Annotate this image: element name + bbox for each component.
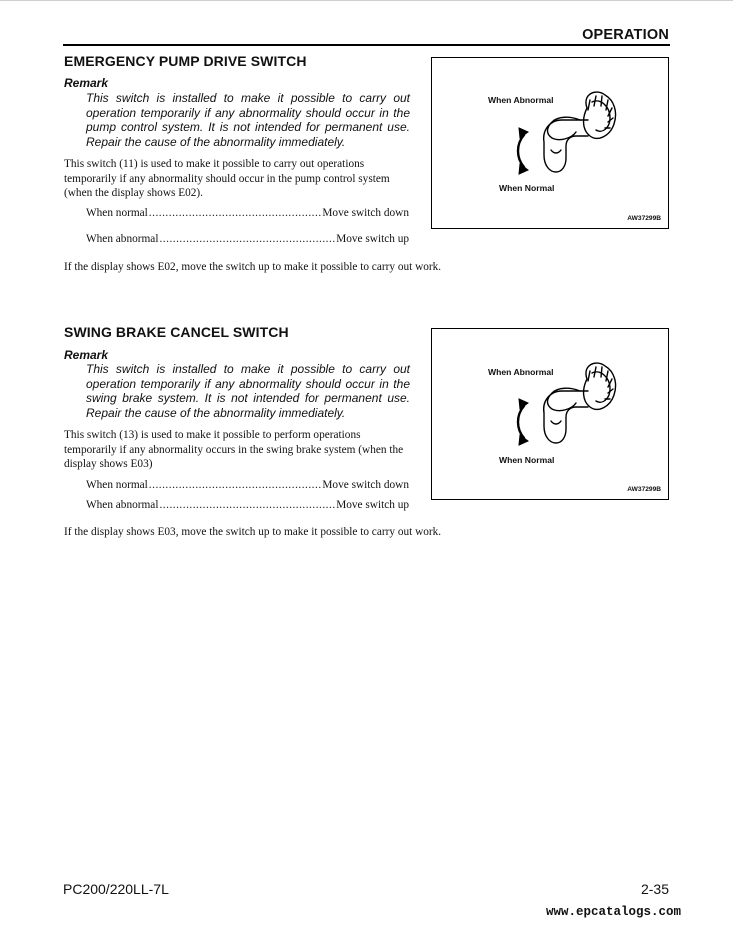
body-text: This switch (13) is used to make it possible to perform operations temporarily if any abnormality occurs in the swing brake system (when the display shows E03) [64, 429, 404, 470]
leader-dots [159, 233, 335, 245]
condition-action: Move switch down [322, 479, 409, 491]
body-text: This switch (11) is used to make it possible to carry out operations temporarily if any abnormality should occur in the pump control system (when the display shows E02). [64, 158, 390, 199]
leader-dots [149, 207, 322, 219]
condition-row [86, 479, 409, 491]
footer-model: PC200/220LL-7L [63, 881, 169, 897]
header-rule [63, 44, 670, 46]
condition-action: Move switch down [322, 207, 409, 219]
condition-action: Move switch up [336, 233, 409, 245]
condition-label: When abnormal [86, 499, 159, 511]
remark-text: This switch is installed to make it possible to carry out operation temporarily if any abnormality should occur in the swing brake system. It is not intended for permanent use. Repair the cause of the abnormality immediately. [86, 362, 410, 420]
watermark: www.epcatalogs.com [545, 905, 681, 919]
leader-dots [149, 479, 322, 491]
condition-label: When abnormal [86, 233, 159, 245]
section-header: OPERATION [582, 27, 669, 43]
section-title: SWING BRAKE CANCEL SWITCH [64, 324, 289, 340]
remark-label: Remark [64, 348, 109, 362]
toggle-switch-illustration [432, 58, 670, 230]
toggle-switch-illustration [432, 329, 670, 501]
note-text: If the display shows E02, move the switch up to make it possible to carry out work. [64, 261, 442, 273]
condition-label: When normal [86, 207, 148, 219]
toggle-switch-figure [431, 57, 669, 229]
section-title: EMERGENCY PUMP DRIVE SWITCH [64, 53, 307, 69]
remark-label: Remark [64, 76, 109, 90]
condition-action: Move switch up [336, 499, 409, 511]
toggle-switch-figure [431, 328, 669, 500]
remark-text: This switch is installed to make it possible to carry out operation temporarily if any abnormality should occur in the pump control system. It is not intended for permanent use. Repair the cause of the abnormality immediately. [86, 91, 410, 149]
figure-code: AW37299B [627, 215, 661, 222]
condition-row [86, 233, 409, 245]
figure-label-abnormal: When Abnormal [488, 95, 554, 105]
figure-code: AW37299B [627, 486, 661, 493]
figure-label-normal: When Normal [499, 183, 555, 193]
figure-label-abnormal: When Abnormal [488, 367, 554, 377]
top-border-line [0, 0, 733, 1]
condition-label: When normal [86, 479, 148, 491]
note-text: If the display shows E03, move the switch up to make it possible to carry out work. [64, 526, 442, 538]
condition-row [86, 207, 409, 219]
leader-dots [159, 499, 335, 511]
condition-row [86, 499, 409, 511]
page-number: 2-35 [640, 881, 669, 897]
figure-label-normal: When Normal [499, 455, 555, 465]
